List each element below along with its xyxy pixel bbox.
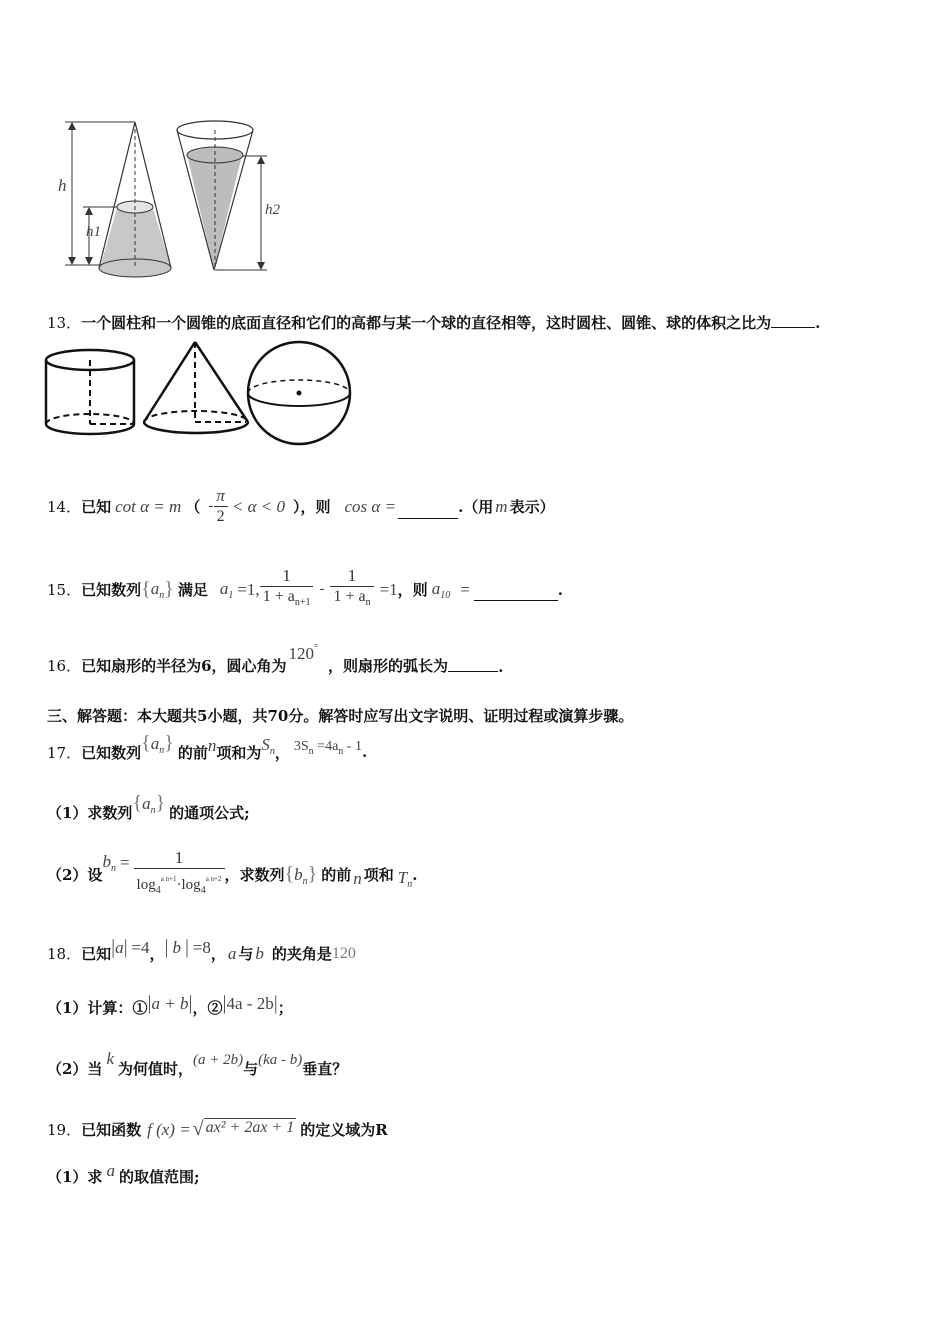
question-number: 18．	[47, 945, 82, 963]
fraction-2: $\frac{1}{1 + a_n}$	[330, 566, 373, 613]
label-h2: h2	[265, 202, 280, 218]
answer-blank[interactable]	[448, 670, 498, 672]
question-number: 15．	[47, 581, 82, 599]
question-number: 17．	[47, 743, 82, 762]
question-number: 19．	[47, 1121, 82, 1139]
question-19-part-1: （1）求 a 的取值范围;	[47, 1160, 200, 1186]
pi-over-2: $\frac{\pi}{2}$	[213, 486, 228, 527]
question-18-part-1: （1）计算：① |a + b| ，② |4a - 2b| ；	[47, 992, 293, 1017]
answer-blank[interactable]	[771, 326, 815, 328]
question-18: 18． 已知 |a| =4 ， | b | =8 ， a 与 b 的夹角是 120	[47, 936, 356, 963]
answer-blank[interactable]	[474, 599, 558, 601]
question-16: 16． 已知扇形的半径为6，圆心角为 120° ，则扇形的弧长为 .	[47, 643, 504, 676]
question-text: 一个圆柱和一个圆锥的底面直径和它们的高都与某一个球的直径相等，这时圆柱、圆锥、球的体积之比为	[81, 314, 772, 332]
sphere-diagram	[248, 342, 350, 444]
question-number: 16．	[47, 657, 82, 675]
cone-diagram	[144, 342, 248, 433]
section-3-header: 三、解答题：本大题共5小题，共70分。解答时应写出文字说明、证明过程或演算步骤。	[47, 707, 634, 725]
inverted-cone-diagram	[177, 121, 267, 270]
question-number: 14．	[47, 498, 82, 516]
question-17-part-1: （1）求数列 $\{a_n\}$ 的通项公式;	[47, 792, 250, 822]
answer-blank[interactable]	[398, 517, 458, 519]
question-14: 14． 已知 cot α = m （ - $\frac{\pi}{2}$ < α < 0 ），则 cos α = .（用 m 表示）	[47, 486, 555, 525]
question-17: 17． 已知数列 $\{a_n\}$ 的前 n 项和为 $S_n$ ， $3S_n =4a_n - 1$ .	[47, 732, 368, 762]
label-h: h	[58, 176, 67, 195]
solids-figure	[40, 338, 360, 448]
sqrt-expression: √ ax² + 2ax + 1	[192, 1118, 295, 1140]
log-fraction: $\frac{1}{\log_4^{a n+1}\cdot\log_4^{a n+2}}$	[134, 848, 225, 901]
label-h1: h1	[86, 224, 101, 240]
cones-figure	[55, 110, 295, 285]
question-19: 19． 已知函数 f (x) = √ ax² + 2ax + 1 的定义域为 R	[47, 1118, 388, 1140]
question-17-part-2: （2）设 $b_n$ = $\frac{1}{\log_4^{a n+1}\cdot\log_4^{a n+2}}$ ，求数列 $\{b_n\}$ 的前 n 项和 $T_n$ .	[47, 848, 417, 901]
question-15: 15． 已知数列 { $a_n$ } 满足 $a_1$ =1, $\frac{1}{1 + a_{n+1}}$ - $\frac{1}{1 + a_n}$ =1 ，则 $a_{10}$ = .	[47, 566, 563, 613]
angle-value: 120°	[288, 643, 319, 663]
question-18-part-2: （2）当 k 为何值时， (a + 2b) 与 (ka - b) 垂直？	[47, 1048, 348, 1078]
cos-expression: cos α =	[344, 496, 397, 516]
cot-expression: cot α = m	[115, 496, 182, 516]
question-13: 13．一个圆柱和一个圆锥的底面直径和它们的高都与某一个球的直径相等，这时圆柱、圆锥、球的体积之比为 .	[47, 314, 821, 332]
fraction-1: $\frac{1}{1 + a_{n+1}}$	[260, 566, 314, 613]
question-number: 13．	[47, 314, 82, 332]
upright-cone-diagram	[65, 122, 171, 277]
cylinder-diagram	[46, 350, 134, 434]
